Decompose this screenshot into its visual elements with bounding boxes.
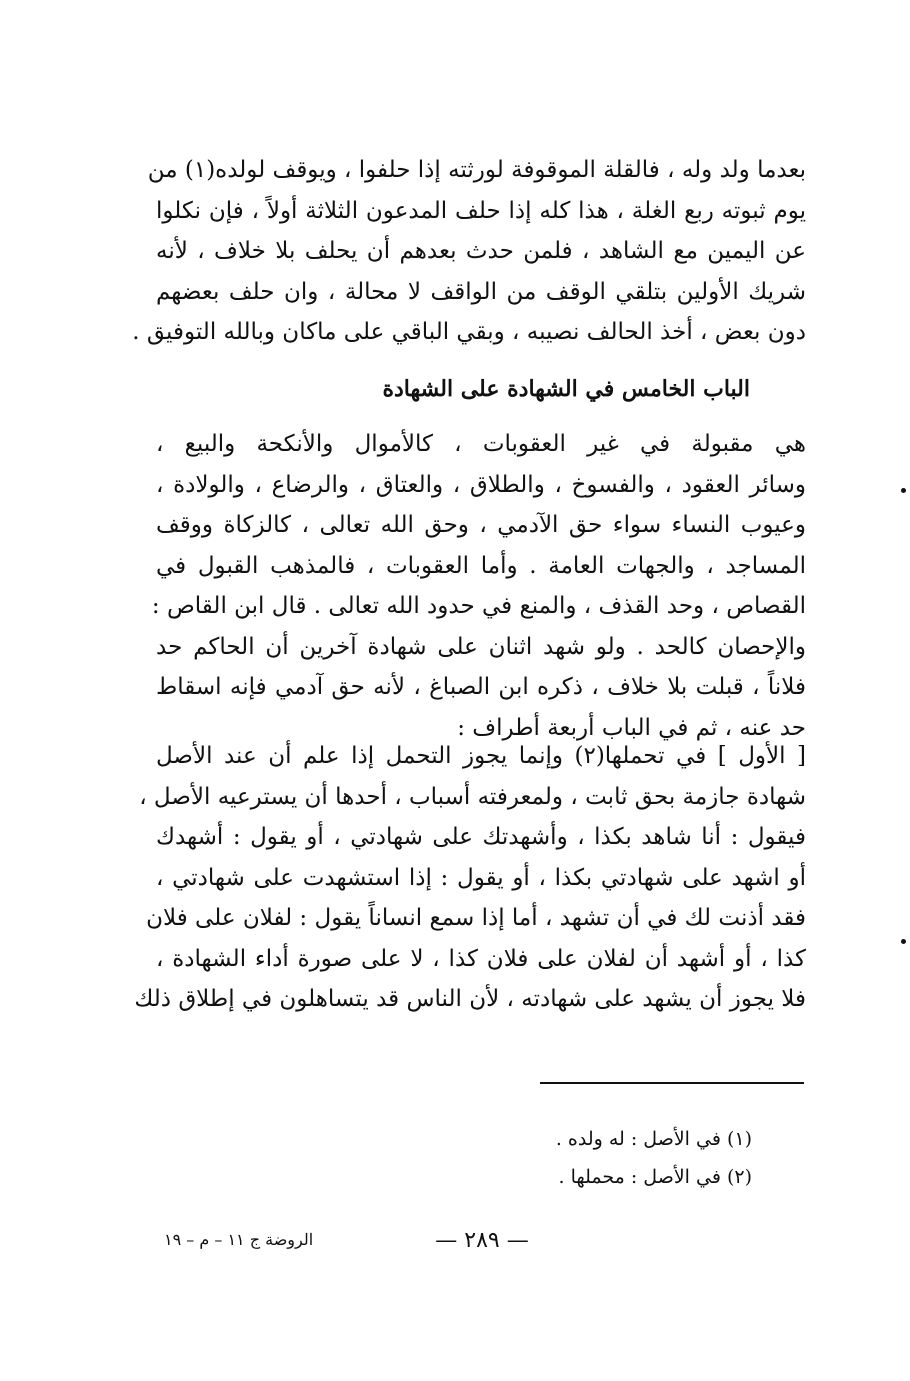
- footnote-1: (١) في الأصل : له ولده .: [555, 1128, 752, 1150]
- page-number: — ٢٨٩ —: [435, 1228, 529, 1253]
- text-line: والإحصان كالحد . ولو شهد اثنان على شهادة آخرين أن الحاكم حد: [156, 633, 806, 660]
- printer-signature: الروضة ج ١١ – م – ١٩: [164, 1230, 314, 1249]
- text-line: حد عنه ، ثم في الباب أربعة أطراف :: [457, 714, 806, 741]
- footnote-divider: [540, 1082, 804, 1084]
- text-line: فيقول : أنا شاهد بكذا ، وأشهدتك على شهادتي ، أو يقول : أشهدك: [156, 824, 806, 850]
- text-line: وسائر العقود ، والفسوخ ، والطلاق ، والعتاق ، والرضاع ، والولادة ،: [156, 471, 806, 498]
- text-line: فلاناً ، قبلت بلا خلاف ، ذكره ابن الصباغ ، لأنه حق آدمي فإنه اسقاط: [156, 674, 806, 700]
- text-line: المساجد ، والجهات العامة . وأما العقوبات ، فالمذهب القبول في: [156, 552, 806, 579]
- text-line: شريك الأولين بتلقي الوقف من الواقف لا محالة ، وان حلف بعضهم: [156, 278, 806, 305]
- text-line: هي مقبولة في غير العقوبات ، كالأموال والأنكحة والبيع ،: [156, 431, 806, 457]
- footnotes: [556, 1120, 752, 1196]
- text-line: شهادة جازمة بحق ثابت ، ولمعرفته أسباب ، أحدها أن يسترعيه الأصل ،: [139, 783, 806, 810]
- text-line: القصاص ، وحد القذف ، والمنع في حدود الله تعالى . قال ابن القاص :: [151, 593, 806, 619]
- text-line: عن اليمين مع الشاهد ، فلمن حدث بعدهم أن يحلف بلا خلاف ، لأنه: [156, 238, 806, 264]
- scan-speck: [901, 939, 906, 944]
- text-line: فقد أذنت لك في أن تشهد ، أما إذا سمع انساناً يقول : لفلان على فلان: [146, 905, 806, 931]
- paragraph-1: [132, 150, 806, 353]
- footnote-2: (٢) في الأصل : محملها .: [558, 1166, 752, 1188]
- text-line: يوم ثبوته ربع الغلة ، هذا كله إذا حلف المدعون الثلاثة أولاً ، فإن نكلوا: [156, 197, 806, 224]
- text-line: [ الأول ] في تحملها(٢) وإنما يجوز التحمل إذا علم أن عند الأصل: [156, 743, 806, 769]
- chapter-heading: الباب الخامس في الشهادة على الشهادة: [382, 376, 750, 402]
- text-line: دون بعض ، أخذ الحالف نصيبه ، وبقي الباقي على ماكان وبالله التوفيق .: [132, 319, 806, 345]
- text-line: أو اشهد على شهادتي بكذا ، أو يقول : إذا استشهدت على شهادتي ،: [156, 864, 806, 891]
- text-line: بعدما ولد وله ، فالقلة الموقوفة لورثته إذا حلفوا ، ويوقف لولده(١) من: [147, 157, 806, 183]
- scan-speck: [901, 488, 906, 493]
- page-footer: [0, 1228, 910, 1258]
- text-line: كذا ، أو أشهد أن لفلان على فلان كذا ، لا على صورة أداء الشهادة ،: [156, 945, 806, 972]
- paragraph-3: [134, 736, 806, 1020]
- text-line: وعيوب النساء سواء حق الآدمي ، وحق الله تعالى ، كالزكاة ووقف: [156, 512, 806, 538]
- text-line: فلا يجوز أن يشهد على شهادته ، لأن الناس قد يتساهلون في إطلاق ذلك: [134, 986, 806, 1012]
- paragraph-2: [151, 424, 806, 748]
